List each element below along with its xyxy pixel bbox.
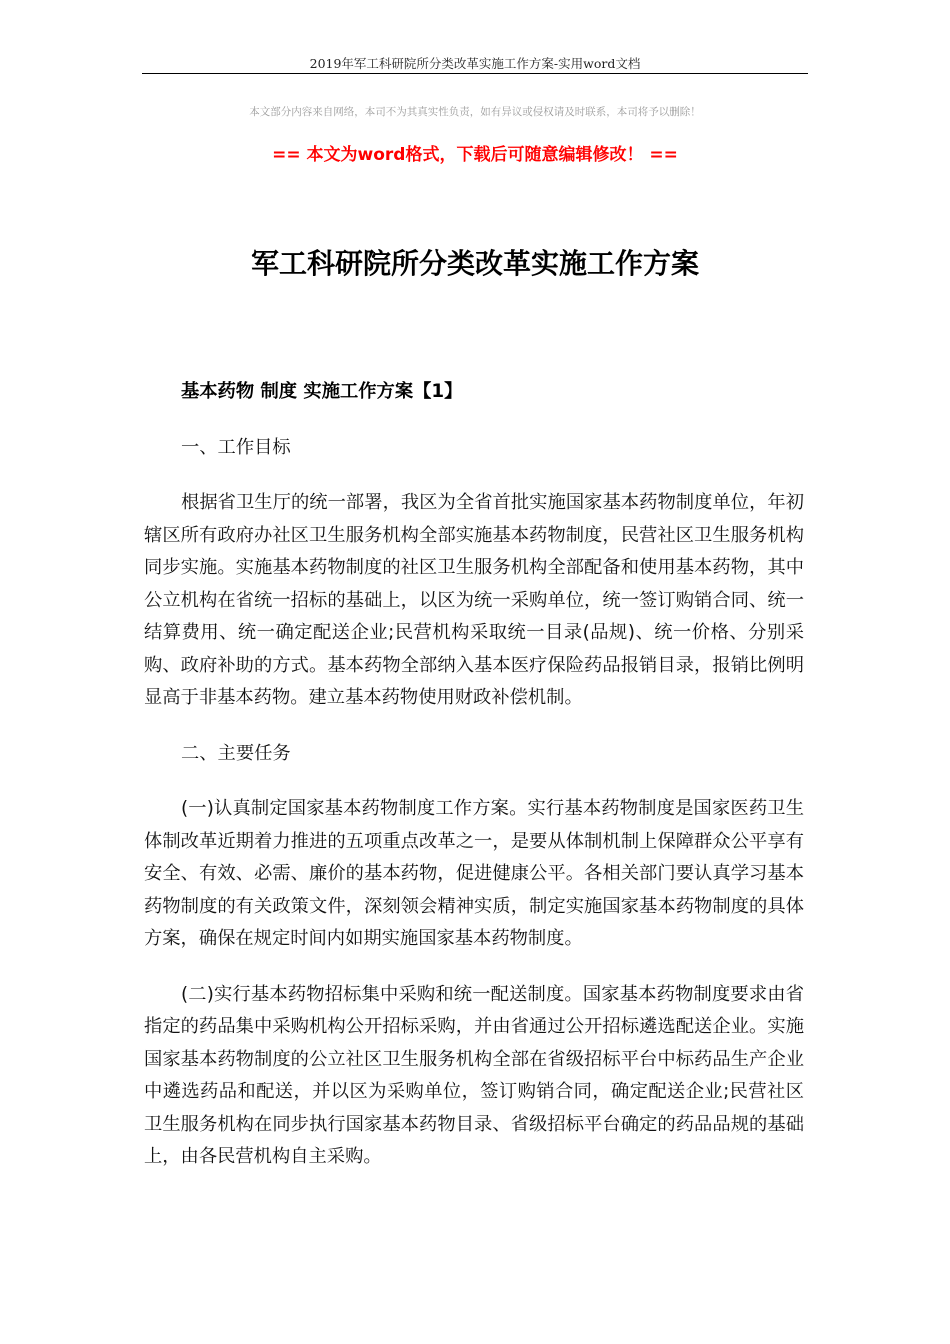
format-notice: == 本文为word格式，下载后可随意编辑修改！ == bbox=[272, 145, 678, 165]
subheading-work-goals: 一、工作目标 bbox=[181, 436, 291, 458]
paragraph: (二)实行基本药物招标集中采购和统一配送制度。国家基本药物制度要求由省指定的药品集中采购机构公开招标采购，并由省通过公开招标遴选配送企业。实施国家基本药物制度的公立社区卫生服务机构全部在省级招标平台中标药品生产企业中遴选药品和配送，并以区为采购单位，签订购销合同，确定配送企业;民营社区卫生服务机构在同步执行国家基本药物目录、省级招标平台确定的药品品规的基础上，由各民营机构自主采购。 bbox=[144, 983, 804, 1167]
paragraph: (一)认真制定国家基本药物制度工作方案。实行基本药物制度是国家医药卫生体制改革近期着力推进的五项重点改革之一，是要从体制机制上保障群众公平享有安全、有效、必需、廉价的基本药物，促进健康公平。各相关部门要认真学习基本药物制度的有关政策文件，深刻领会精神实质，制定实施国家基本药物制度的具体方案，确保在规定时间内如期实施国家基本药物制度。 bbox=[144, 798, 804, 949]
section-heading: 基本药物 制度 实施工作方案【1】 bbox=[181, 381, 463, 402]
disclaimer-text: 本文部分内容来自网络，本司不为其真实性负责，如有异议或侵权请及时联系，本司将予以删除！ bbox=[249, 106, 701, 118]
paragraph: 根据省卫生厅的统一部署，我区为全省首批实施国家基本药物制度单位，年初辖区所有政府办社区卫生服务机构全部实施基本药物制度，民营社区卫生服务机构同步实施。实施基本药物制度的社区卫生服务机构全部配备和使用基本药物，其中公立机构在省统一招标的基础上，以区为统一采购单位，统一签订购销合同、统一结算费用、统一确定配送企业;民营机构采取统一目录(品规)、统一价格、分别采购、政府补助的方式。基本药物全部纳入基本医疗保险药品报销目录，报销比例明显高于非基本药物。建立基本药物使用财政补偿机制。 bbox=[144, 492, 804, 708]
subheading-main-tasks: 二、主要任务 bbox=[181, 742, 291, 764]
document-title: 军工科研院所分类改革实施工作方案 bbox=[250, 247, 699, 280]
document-body bbox=[144, 376, 804, 1197]
page-header: 2019年军工科研院所分类改革实施工作方案-实用word文档 bbox=[142, 55, 808, 74]
